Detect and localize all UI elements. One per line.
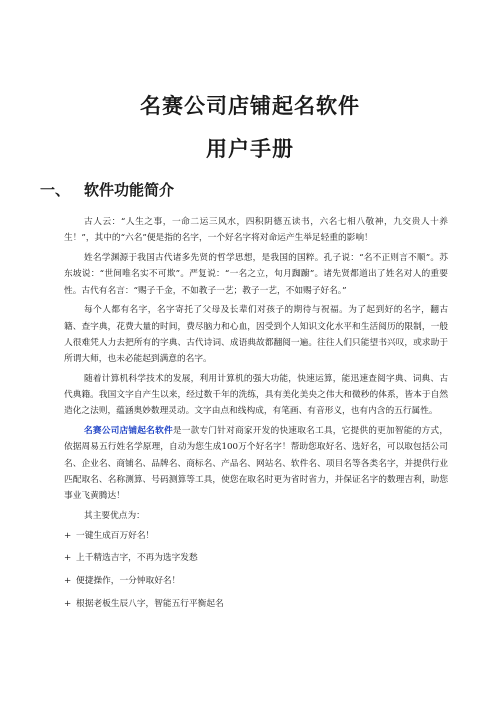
list-item xyxy=(64,528,448,544)
list-item xyxy=(64,596,448,612)
list-item xyxy=(64,573,448,589)
bullet-icon: + xyxy=(64,576,72,587)
document-title: 名赛公司店铺起名软件 xyxy=(140,93,360,118)
paragraph-naming: 每个人都有名字，名字寄托了父母及长辈们对孩子的期待与祝福。为了起到好的名字，翻古籍、查字典，花费大量的时间，费尽脑力和心血，因受到个人知识文化水平和生活阅历的限制，一般人很难凭人力去把所有的字典、古代诗词、成语典故都翻阅一遍。往往人们只能望书兴叹，或求助于所谓大师，也未必能起到满意的名字。 xyxy=(64,305,448,365)
list-item-text: 上千精选吉字，不再为选字发愁 xyxy=(76,553,198,564)
list-item-text: 一键生成百万好名！ xyxy=(76,530,155,541)
product-name-highlight: 名赛公司店铺起名软件 xyxy=(84,426,173,437)
section-heading xyxy=(40,179,174,200)
paragraph-history: 姓名学渊源于我国古代诸多先贤的哲学思想，是我国的国粹。孔子说：“名不正则言不顺”。苏东坡说：“世间唯名实不可欺”。严复说：“一名之立，旬月踟躕”。诸先贤都道出了姓名对人的重要性。古代有名言：“赐子千金，不如教子一艺；教子一艺，不如赐子好名。” xyxy=(64,252,448,296)
section-title: 软件功能简介 xyxy=(84,181,175,199)
paragraph-intro: 古人云：“人生之事，一命二运三风水，四积阴德五读书，六名七相八敬神，九交贵人十养生！”，其中的“六名”便是指的名字，一个好名字将对命运产生举足轻重的影响！ xyxy=(64,217,448,244)
bullet-icon: + xyxy=(64,530,72,541)
document-body xyxy=(64,214,448,619)
product-description: 是一款专门针对商家开发的快速取名工具，它提供的更加智能的方式，依据周易五行姓名学原理，自动为您生成100万个好名字！帮助您取好名、选好名，可以取包括公司名、企业名、商铺名、品牌名、商标名、产品名、网站名、软件名、项目名等各类名字，并提供行业匹配取名、名称测算、号码测算等工具，使您在取名时更为省时省力，并保证名字的数理吉利，助您事业飞黄腾达！ xyxy=(64,426,448,502)
paragraph-product xyxy=(64,423,448,504)
advantages-heading: 其主要优点为： xyxy=(84,511,145,521)
bullet-icon: + xyxy=(64,599,72,610)
paragraph-technology: 随着计算机科学技术的发展，利用计算机的强大功能，快速运算，能迅速查阅字典、词典、古代典籍。我国文字自产生以来，经过数千年的洗练，具有美化美央之伟大和微秒的体系，皆本于自然造化之法则，蕴涵奥妙数理灵动。文字由点和线构成，有笔画、有音形义，也有内含的五行属性。 xyxy=(64,373,448,417)
list-item-text: 便捷操作，一分钟取好名！ xyxy=(76,576,181,587)
list-item-text: 根据老板生辰八字，智能五行平衡起名 xyxy=(76,599,224,610)
section-number: 一、 xyxy=(40,181,71,199)
advantages-list xyxy=(64,528,448,613)
document-subtitle: 用户手册 xyxy=(206,136,294,161)
bullet-icon: + xyxy=(64,553,72,564)
list-item xyxy=(64,550,448,566)
